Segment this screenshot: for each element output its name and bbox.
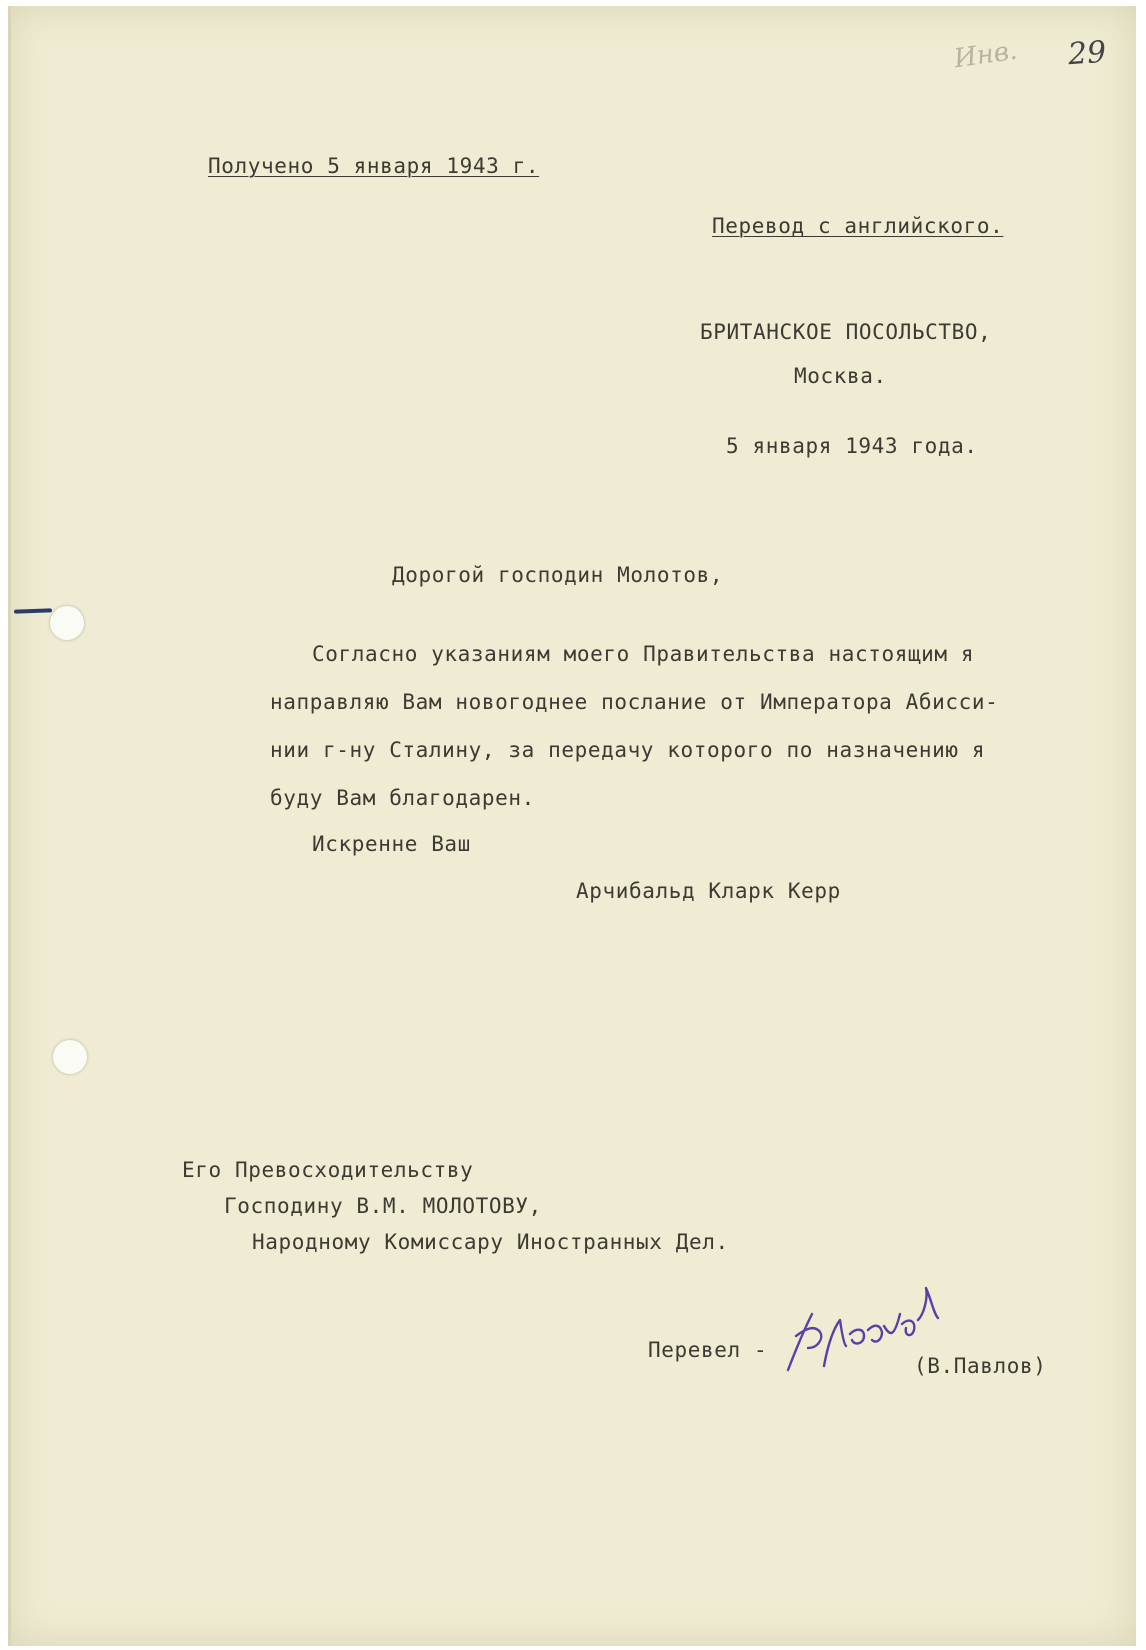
body-line-1: Согласно указаниям моего Правительства настоящим я [312, 642, 975, 666]
signer-name: Арчибальд Кларк Керр [576, 879, 841, 903]
translator-signature [778, 1274, 948, 1384]
pencil-annotation: Инв. [952, 35, 1019, 75]
document-sheet [8, 6, 1136, 1646]
page-number: 29 [1066, 34, 1108, 73]
salutation: Дорогой господин Молотов, [392, 563, 724, 587]
embassy-name: БРИТАНСКОЕ ПОСОЛЬСТВО, [700, 320, 992, 344]
paper-left-edge [8, 6, 11, 1646]
ink-mark [14, 608, 52, 613]
body-line-4: буду Вам благодарен. [270, 786, 535, 810]
addressee-line-1: Его Превосходительству [182, 1158, 474, 1182]
body-line-3: нии г-ну Сталину, за передачу которого по назначению я [270, 738, 986, 762]
letter-date: 5 января 1943 года. [726, 434, 978, 458]
received-stamp: Получено 5 января 1943 г. [208, 154, 540, 178]
punch-hole-top [50, 606, 84, 640]
addressee-line-2: Господину В.М. МОЛОТОВУ, [224, 1194, 542, 1218]
punch-hole-bottom [53, 1040, 87, 1074]
addressee-line-3: Народному Комиссару Иностранных Дел. [252, 1230, 729, 1254]
body-line-2: направляю Вам новогоднее послание от Императора Абисси- [270, 690, 999, 714]
embassy-city: Москва. [794, 364, 887, 388]
translator-label: Перевел - [648, 1338, 768, 1362]
translation-note: Перевод с английского. [712, 214, 1004, 238]
translator-name: (В.Павлов) [914, 1354, 1047, 1378]
closing: Искренне Ваш [312, 832, 471, 856]
